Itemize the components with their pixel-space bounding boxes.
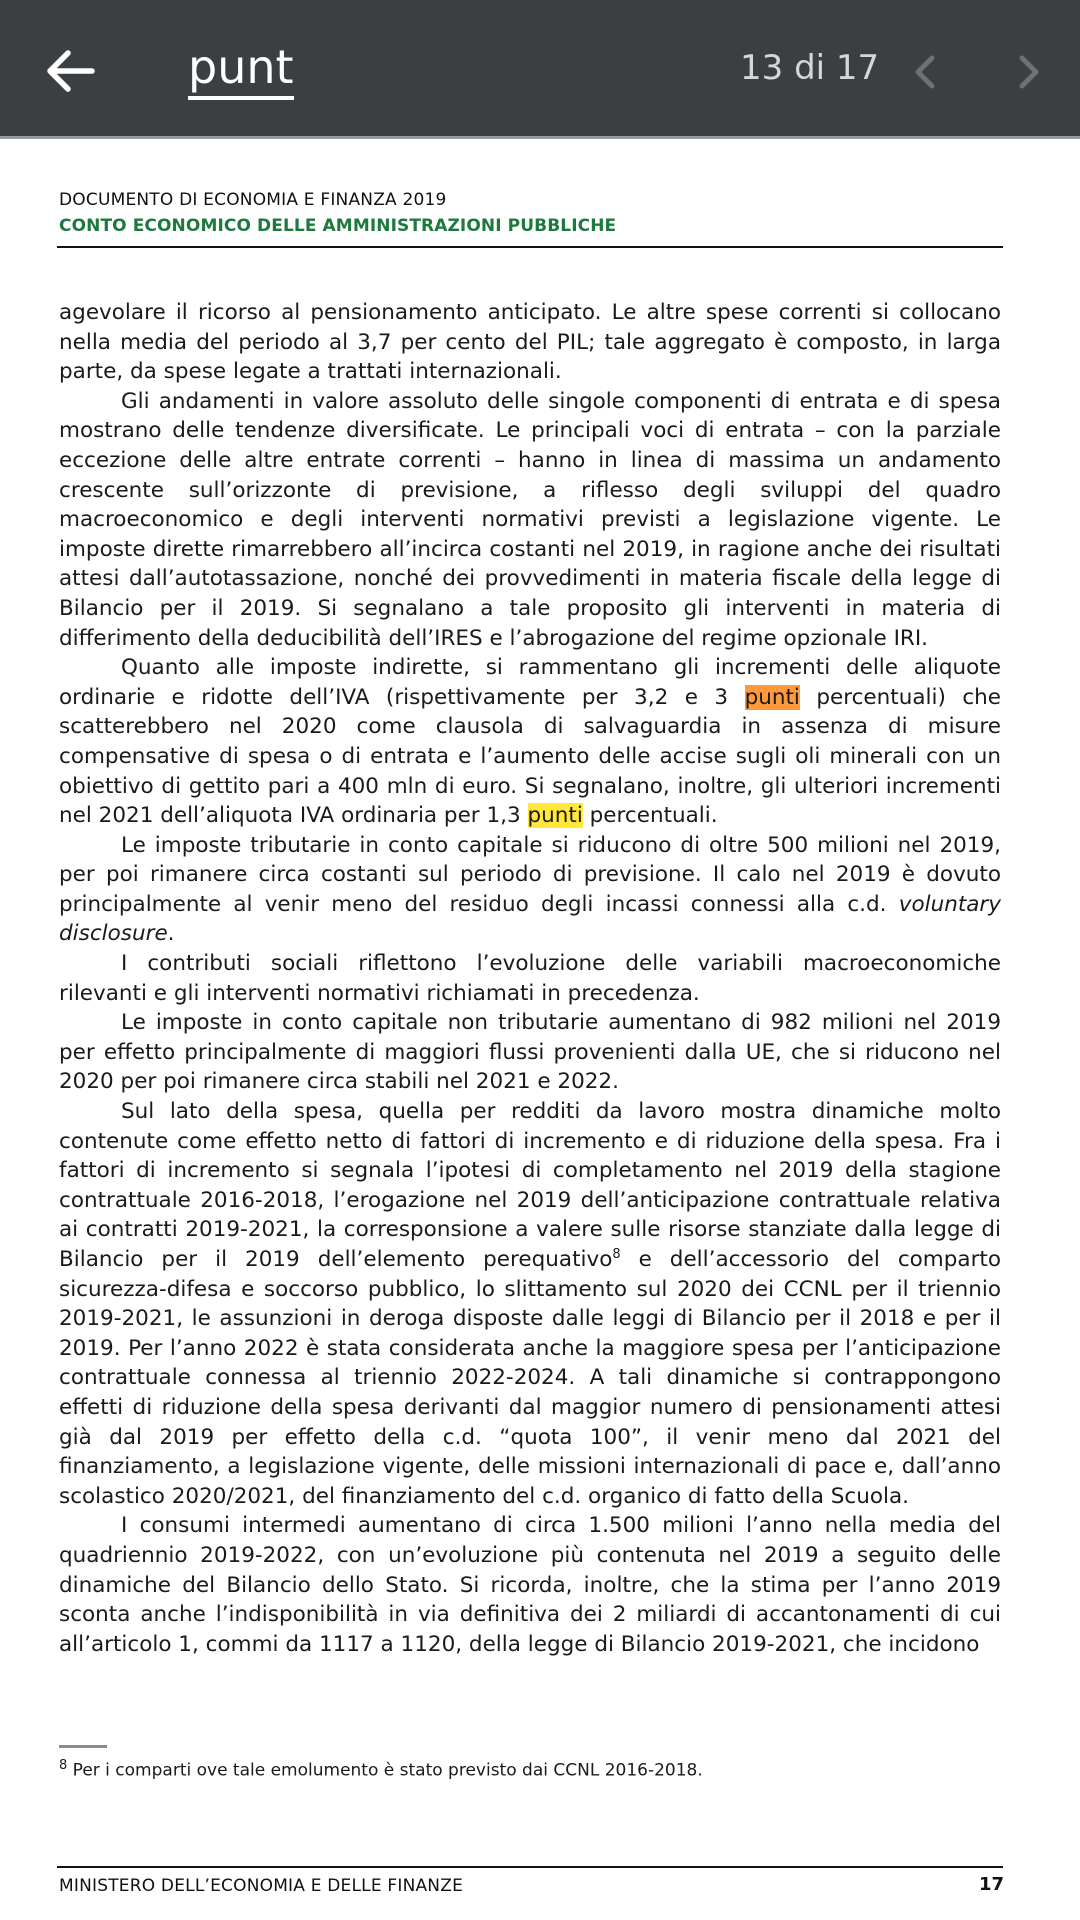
document-body	[59, 298, 1001, 1659]
footnote-text: Per i comparti ove tale emolumento è stato previsto dai CCNL 2016-2018.	[67, 1760, 703, 1781]
text-span: Quanto alle imposte indirette, si rammentano gli incrementi delle aliquote ordinarie e ridotte dell’IVA (rispettivamente per 3,2 e 3	[59, 655, 1001, 710]
section-title: CONTO ECONOMICO DELLE AMMINISTRAZIONI PUBBLICHE	[59, 216, 617, 236]
arrow-left-icon	[36, 36, 106, 106]
document-title: DOCUMENTO DI ECONOMIA E FINANZA 2019	[59, 190, 447, 210]
paragraph	[59, 831, 1001, 949]
paragraph	[59, 653, 1001, 831]
chevron-right-icon	[1000, 44, 1056, 100]
back-button[interactable]	[36, 36, 106, 106]
footer-ministry: MINISTERO DELL’ECONOMIA E DELLE FINANZE	[59, 1876, 464, 1896]
text-span: Le imposte tributarie in conto capitale si riducono di oltre 500 milioni nel 2019, per poi rimanere circa costanti sul periodo di previsione. Il calo nel 2019 è dovuto principalmente al venir meno del residuo degli incassi connessi alla c.d.	[59, 832, 1001, 917]
search-highlight-current: punti	[744, 684, 800, 710]
footnote	[59, 1758, 703, 1781]
header-divider	[57, 246, 1003, 248]
paragraph	[59, 1097, 1001, 1511]
text-span: .	[167, 921, 175, 947]
paragraph: agevolare il ricorso al pensionamento anticipato. Le altre spese correnti si collocano nella media del periodo al 3,7 per cento del PIL; tale aggregato è composto, in larga parte, da spese legate a trattati internazionali.	[59, 300, 1001, 385]
footer-divider	[57, 1866, 1003, 1868]
match-counter: 13 di 17	[740, 48, 880, 88]
footnote-divider	[59, 1745, 107, 1748]
paragraph: I consumi intermedi aumentano di circa 1.500 milioni l’anno nella media del quadriennio 2019-2022, con un’evoluzione più contenuta nel 2019 a seguito delle dinamiche del Bilancio dello Stato. Si ricorda, inoltre, che la stima per l’anno 2019 sconta anche l’indisponibilità in via definitiva dei 2 miliardi di accantonamenti di cui all’articolo 1, commi da 1117 a 1120, della legge di Bilancio 2019-2021, che incidono	[59, 1513, 1001, 1657]
paragraph: Le imposte in conto capitale non tributarie aumentano di 982 milioni nel 2019 per effetto principalmente di maggiori flussi provenienti dalla UE, che si riducono nel 2020 per poi rimanere circa stabili nel 2021 e 2022.	[59, 1010, 1001, 1095]
paragraph: Gli andamenti in valore assoluto delle singole componenti di entrata e di spesa mostrano delle tendenze diversificate. Le principali voci di entrata – con la parziale eccezione delle altre entrate correnti – hanno in linea di massima un andamento crescente sull’orizzonte di previsione, a riflesso degli sviluppi del quadro macroeconomico e degli interventi normativi previsti a legislazione vigente. Le imposte dirette rimarrebbero all’incirca costanti nel 2019, in ragione anche dei risultati attesi dall’autotassazione, nonché dei provvedimenti in materia fiscale della legge di Bilancio per il 2019. Si segnalano a tale proposito gli interventi in materia di differimento della deducibilità dell’IRES e l’abrogazione del regime opzionale IRI.	[59, 388, 1001, 651]
text-span: Sul lato della spesa, quella per redditi da lavoro mostra dinamiche molto contenute come effetto netto di fattori di incremento e di riduzione della spesa. Fra i fattori di incremento si segnala l’ipotesi di completamento nel 2019 della stagione contrattuale 2016-2018, l’erogazione nel 2019 dell’anticipazione contrattuale relativa ai contratti 2019-2021, la corresponsione a valere sulle risorse stanziate dalla legge di Bilancio per il 2019 dell’elemento perequativo	[59, 1099, 1001, 1272]
page-number: 17	[978, 1874, 1004, 1895]
previous-match-button[interactable]	[898, 44, 954, 100]
paragraph: I contributi sociali riflettono l’evoluzione delle variabili macroeconomiche rilevanti e gli interventi normativi richiamati in precedenza.	[59, 951, 1001, 1006]
text-span: percentuali.	[582, 803, 718, 829]
text-span: percentuali) che scatterebbero nel 2020 come clausola di salvaguardia in assenza di misure compensative di spesa o di entrata e l’aumento delle accise sugli oli minerali con un obiettivo di gettito pari a 400 mln di euro. Si segnalano, inoltre, gli ulteriori incrementi nel 2021 dell’aliquota IVA ordinaria per 1,3	[59, 684, 1001, 829]
search-toolbar	[0, 0, 1080, 139]
italic-text: voluntary disclosure	[59, 891, 1001, 947]
search-highlight-match: punti	[527, 803, 583, 829]
text-span: e dell’accessorio del comparto sicurezza-difesa e soccorso pubblico, lo slittamento sul 2020 dei CCNL per il triennio 2019-2021, le assunzioni in deroga disposte dalle leggi di Bilancio per il 2018 e per il 2019. Per l’anno 2022 è stata considerata anche la maggiore spesa per l’anticipazione contrattuale connessa al triennio 2022-2024. A tali dinamiche si contrappongono effetti di riduzione della spesa derivanti dal maggior numero di pensionamenti attesi già dal 2019 per effetto della c.d. “quota 100”, il venir meno dal 2021 del finanziamento, a legislazione vigente, delle missioni internazionali di pace e, dall’anno scolastico 2020/2021, del finanziamento del c.d. organico di fatto della Scuola.	[59, 1247, 1001, 1509]
document-header	[59, 190, 1001, 248]
footnote-number: 8	[59, 1758, 68, 1773]
next-match-button[interactable]	[1000, 44, 1056, 100]
search-query-text[interactable]: punt	[188, 40, 294, 100]
chevron-left-icon	[898, 44, 954, 100]
footnote-reference[interactable]: 8	[612, 1246, 621, 1262]
